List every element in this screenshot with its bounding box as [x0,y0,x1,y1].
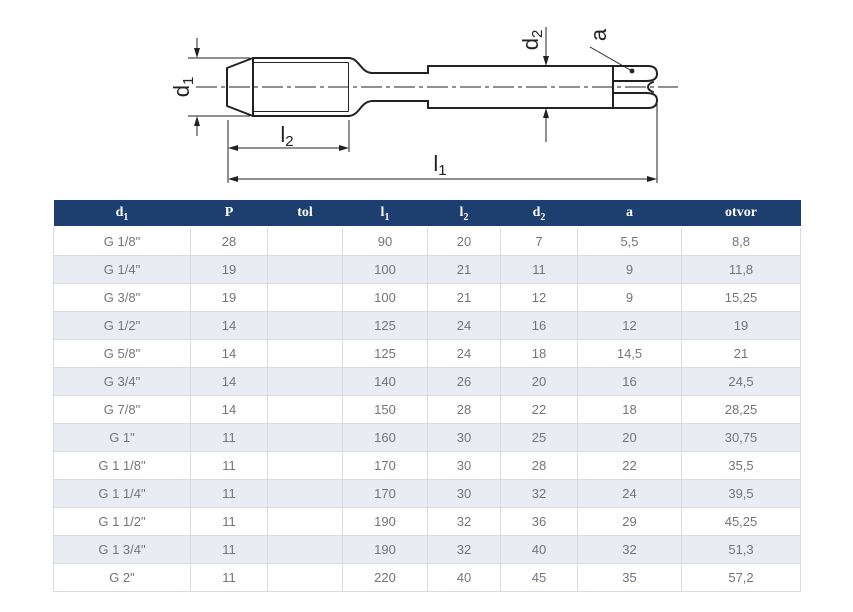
table-cell: 19 [191,284,268,312]
table-cell: 32 [578,536,682,564]
table-cell: 18 [501,340,578,368]
table-cell: 9 [578,284,682,312]
table-cell: 170 [343,452,428,480]
table-cell: 15,25 [682,284,801,312]
dimension-d2 [518,27,549,142]
table-cell: G 7/8" [54,396,191,424]
table-cell: G 1 1/4" [54,480,191,508]
table-cell: 22 [578,452,682,480]
table-cell: 19 [191,256,268,284]
table-cell: 28 [428,396,501,424]
table-cell: 28 [501,452,578,480]
table-cell: 35 [578,564,682,592]
table-cell: G 1 1/2" [54,508,191,536]
table-cell: 14 [191,396,268,424]
table-row [54,452,801,480]
table-cell: 45,25 [682,508,801,536]
table-cell: 11 [191,452,268,480]
table-cell: 22 [501,396,578,424]
table-cell: 28,25 [682,396,801,424]
table-row [54,256,801,284]
table-cell: 8,8 [682,227,801,256]
table-row [54,480,801,508]
table-cell: 45 [501,564,578,592]
table-cell: 40 [428,564,501,592]
table-cell: 24 [578,480,682,508]
table-cell: 140 [343,368,428,396]
table-cell: G 3/4" [54,368,191,396]
table-cell: 30,75 [682,424,801,452]
table-row [54,284,801,312]
table-cell: 57,2 [682,564,801,592]
table-cell [268,368,343,396]
table-cell: 11 [191,508,268,536]
table-cell: 100 [343,256,428,284]
table-cell: G 1/4" [54,256,191,284]
table-cell: 190 [343,508,428,536]
table-cell: 9 [578,256,682,284]
label-l2: l2 [280,122,294,150]
table-cell: 29 [578,508,682,536]
column-header-l1: $l_1$ [343,200,428,227]
table-cell: 20 [578,424,682,452]
table-cell [268,564,343,592]
table-cell: G 1" [54,424,191,452]
table-cell: G 5/8" [54,340,191,368]
table-cell: 11 [191,480,268,508]
table-row [54,536,801,564]
table-cell: G 1 1/8" [54,452,191,480]
column-header-p: P [191,200,268,227]
table-cell: 14 [191,312,268,340]
table-cell: G 1 3/4" [54,536,191,564]
column-header-l2: $l_2$ [428,200,501,227]
label-a: a [586,28,611,42]
table-cell: 36 [501,508,578,536]
table-cell: 170 [343,480,428,508]
table-cell: 21 [428,256,501,284]
table-cell: 19 [682,312,801,340]
table-cell: 12 [501,284,578,312]
table-cell: G 1/2" [54,312,191,340]
dimension-l2 [228,120,349,183]
table-cell: 150 [343,396,428,424]
table-cell [268,536,343,564]
table-cell: 100 [343,284,428,312]
table-cell [268,340,343,368]
table-cell: 30 [428,452,501,480]
table-body [54,227,801,592]
table-cell: G 3/8" [54,284,191,312]
table-cell [268,312,343,340]
table-cell: 16 [578,368,682,396]
label-d2: d2 [518,29,546,51]
table-cell: 32 [428,536,501,564]
column-header-otvor: otvor [682,200,801,227]
table-cell: 190 [343,536,428,564]
table-cell: 35,5 [682,452,801,480]
table-cell: 26 [428,368,501,396]
table-cell: 24 [428,340,501,368]
table-cell [268,508,343,536]
table-row [54,368,801,396]
table-cell: 51,3 [682,536,801,564]
table-row [54,396,801,424]
tap-technical-drawing [0,0,853,196]
table-cell: 11 [191,536,268,564]
table-cell: 30 [428,424,501,452]
table-cell: 20 [428,227,501,256]
column-header-d1: $d_1$ [54,200,191,227]
table-cell [268,480,343,508]
label-l1: l1 [433,151,447,179]
table-cell: 12 [578,312,682,340]
table-cell: 39,5 [682,480,801,508]
table-cell: 32 [501,480,578,508]
table-cell: 14,5 [578,340,682,368]
table-cell [268,227,343,256]
table-cell: G 2" [54,564,191,592]
table-cell: 14 [191,340,268,368]
table-cell: 14 [191,368,268,396]
table-cell: 160 [343,424,428,452]
table-row [54,564,801,592]
table-cell: 11 [501,256,578,284]
leader-dot [630,69,635,74]
table-cell: 5,5 [578,227,682,256]
column-header-d2: $d_2$ [501,200,578,227]
table-cell: 125 [343,312,428,340]
column-header-tol: tol [268,200,343,227]
table-cell: 90 [343,227,428,256]
table-cell: 11,8 [682,256,801,284]
table-cell [268,284,343,312]
table-row [54,424,801,452]
table-row [54,340,801,368]
table-cell: 21 [428,284,501,312]
table-cell: 21 [682,340,801,368]
table-cell: 16 [501,312,578,340]
table-cell: 220 [343,564,428,592]
table-cell: 24,5 [682,368,801,396]
table-cell: 30 [428,480,501,508]
table-cell: 25 [501,424,578,452]
table-cell [268,256,343,284]
table-cell: 40 [501,536,578,564]
table-row [54,508,801,536]
table-cell: G 1/8" [54,227,191,256]
table-cell: 24 [428,312,501,340]
table-cell [268,424,343,452]
spec-table [53,200,801,592]
table-header-row [54,200,801,227]
table-cell: 7 [501,227,578,256]
table-row [54,227,801,256]
table-cell: 18 [578,396,682,424]
table-cell [268,452,343,480]
table-cell: 11 [191,424,268,452]
table-row [54,312,801,340]
table-cell: 32 [428,508,501,536]
label-d1: d1 [169,76,197,98]
table-header [54,200,801,227]
table-cell: 28 [191,227,268,256]
table-cell: 125 [343,340,428,368]
table-cell: 11 [191,564,268,592]
table-cell [268,396,343,424]
table-cell: 20 [501,368,578,396]
column-header-a: a [578,200,682,227]
